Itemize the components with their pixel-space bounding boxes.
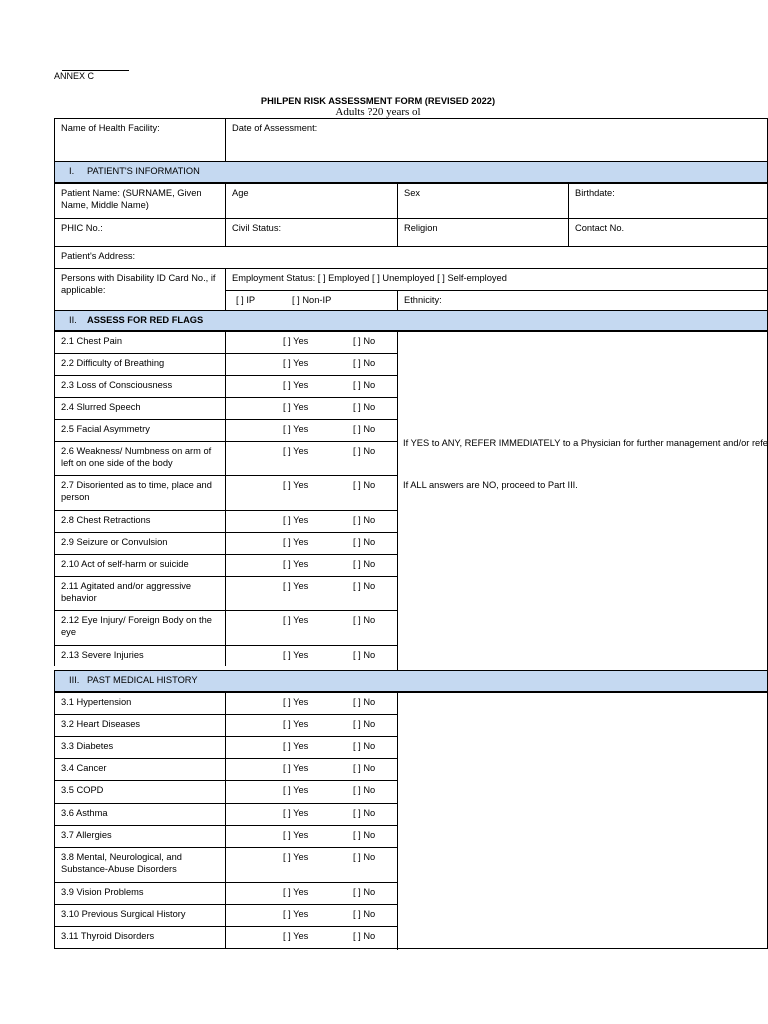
red-flag-row-label: 2.4 Slurred Speech — [54, 397, 225, 419]
history-row-answer — [225, 692, 397, 714]
red-flag-row-label: 2.11 Agitated and/or aggressive behavior — [54, 576, 225, 610]
yes-checkbox[interactable]: [ ] Yes — [283, 808, 309, 818]
no-checkbox[interactable]: [ ] No — [353, 852, 376, 862]
no-checkbox[interactable]: [ ] No — [353, 402, 376, 412]
section-title: ASSESS FOR RED FLAGS — [87, 315, 204, 325]
no-checkbox[interactable]: [ ] No — [353, 719, 376, 729]
annex-label: ANNEX C — [54, 71, 95, 81]
red-flag-row-answer — [225, 532, 397, 554]
yes-checkbox[interactable]: [ ] Yes — [283, 830, 309, 840]
red-flag-row-label: 2.1 Chest Pain — [54, 331, 225, 353]
age-field[interactable] — [225, 183, 397, 218]
no-checkbox[interactable]: [ ] No — [353, 581, 376, 591]
religion-field[interactable] — [397, 218, 568, 246]
form-title: PHILPEN RISK ASSESSMENT FORM (REVISED 2022) — [260, 96, 496, 106]
yes-checkbox[interactable]: [ ] Yes — [283, 650, 309, 660]
pwd-id-field[interactable] — [54, 268, 225, 310]
yes-checkbox[interactable]: [ ] Yes — [283, 697, 309, 707]
no-checkbox[interactable]: [ ] No — [353, 480, 376, 490]
section-number: III. — [69, 675, 80, 685]
no-checkbox[interactable]: [ ] No — [353, 615, 376, 625]
history-row-answer — [225, 803, 397, 825]
proceed-instruction: If ALL answers are NO, proceed to Part III. — [403, 480, 578, 490]
red-flag-row-label: 2.13 Severe Injuries — [54, 645, 225, 666]
ip-checkbox[interactable]: [ ] IP — [236, 295, 256, 305]
assessment-form — [54, 118, 768, 950]
facility-field[interactable] — [54, 118, 225, 161]
history-row-label: 3.9 Vision Problems — [54, 882, 225, 904]
red-flag-row-label: 2.9 Seizure or Convulsion — [54, 532, 225, 554]
red-flag-row-label: 2.2 Difficulty of Breathing — [54, 353, 225, 375]
no-checkbox[interactable]: [ ] No — [353, 763, 376, 773]
patient-name-label: Patient Name: (SURNAME, Given Name, Middle Name) — [61, 188, 202, 210]
ethnicity-label: Ethnicity: — [404, 295, 442, 305]
non-ip-checkbox[interactable]: [ ] Non-IP — [292, 295, 332, 305]
yes-checkbox[interactable]: [ ] Yes — [283, 741, 309, 751]
no-checkbox[interactable]: [ ] No — [353, 785, 376, 795]
no-checkbox[interactable]: [ ] No — [353, 741, 376, 751]
red-flag-row-answer — [225, 576, 397, 610]
yes-checkbox[interactable]: [ ] Yes — [283, 336, 309, 346]
yes-checkbox[interactable]: [ ] Yes — [283, 887, 309, 897]
history-row-label: 3.5 COPD — [54, 780, 225, 803]
yes-checkbox[interactable]: [ ] Yes — [283, 909, 309, 919]
section-title: PAST MEDICAL HISTORY — [87, 675, 198, 685]
red-flag-row-answer — [225, 419, 397, 441]
birthdate-field[interactable] — [568, 183, 768, 218]
red-flag-row-label: 2.6 Weakness/ Numbness on arm of left on one side of the body — [54, 441, 225, 475]
history-row-label: 3.2 Heart Diseases — [54, 714, 225, 736]
no-checkbox[interactable]: [ ] No — [353, 909, 376, 919]
address-field[interactable] — [54, 246, 768, 268]
section-patient-info-header — [54, 161, 768, 183]
contact-label: Contact No. — [575, 223, 625, 233]
no-checkbox[interactable]: [ ] No — [353, 515, 376, 525]
history-row-answer — [225, 904, 397, 926]
yes-checkbox[interactable]: [ ] Yes — [283, 480, 309, 490]
no-checkbox[interactable]: [ ] No — [353, 697, 376, 707]
no-checkbox[interactable]: [ ] No — [353, 380, 376, 390]
civil-status-field[interactable] — [225, 218, 397, 246]
birthdate-label: Birthdate: — [575, 188, 615, 198]
yes-checkbox[interactable]: [ ] Yes — [283, 358, 309, 368]
yes-checkbox[interactable]: [ ] Yes — [283, 559, 309, 569]
history-row-label: 3.11 Thyroid Disorders — [54, 926, 225, 948]
no-checkbox[interactable]: [ ] No — [353, 336, 376, 346]
yes-checkbox[interactable]: [ ] Yes — [283, 852, 309, 862]
red-flag-row-answer — [225, 397, 397, 419]
history-row-answer — [225, 882, 397, 904]
yes-checkbox[interactable]: [ ] Yes — [283, 380, 309, 390]
history-row-answer — [225, 825, 397, 847]
red-flag-row-answer — [225, 554, 397, 576]
employment-status-field[interactable] — [225, 268, 768, 290]
form-subtitle: Adults ?20 years ol — [335, 106, 421, 118]
yes-checkbox[interactable]: [ ] Yes — [283, 785, 309, 795]
assessment-date-field[interactable] — [225, 118, 768, 161]
history-row-answer — [225, 847, 397, 882]
history-row-label: 3.4 Cancer — [54, 758, 225, 780]
no-checkbox[interactable]: [ ] No — [353, 446, 376, 456]
red-flag-row-label: 2.12 Eye Injury/ Foreign Body on the eye — [54, 610, 225, 645]
section-medical-history-header — [54, 670, 768, 692]
no-checkbox[interactable]: [ ] No — [353, 887, 376, 897]
red-flag-row-answer — [225, 331, 397, 353]
history-row-label: 3.6 Asthma — [54, 803, 225, 825]
phic-label: PHIC No.: — [61, 223, 103, 233]
red-flag-row-label: 2.10 Act of self-harm or suicide — [54, 554, 225, 576]
history-row-label: 3.10 Previous Surgical History — [54, 904, 225, 926]
no-checkbox[interactable]: [ ] No — [353, 830, 376, 840]
section-red-flags-header — [54, 310, 768, 331]
yes-checkbox[interactable]: [ ] Yes — [283, 931, 309, 941]
no-checkbox[interactable]: [ ] No — [353, 537, 376, 547]
red-flag-row-answer — [225, 610, 397, 645]
history-row-answer — [225, 714, 397, 736]
phic-field[interactable] — [54, 218, 225, 246]
no-checkbox[interactable]: [ ] No — [353, 358, 376, 368]
contact-field[interactable] — [568, 218, 768, 246]
yes-checkbox[interactable]: [ ] Yes — [283, 537, 309, 547]
form-bottom-border — [54, 948, 768, 949]
history-row-answer — [225, 780, 397, 803]
red-flag-row-label: 2.8 Chest Retractions — [54, 510, 225, 532]
red-flag-row-answer — [225, 645, 397, 666]
red-flag-row-answer — [225, 353, 397, 375]
ip-status-field[interactable] — [225, 290, 397, 310]
age-label: Age — [232, 188, 249, 198]
history-row-answer — [225, 926, 397, 948]
civil-status-label: Civil Status: — [232, 223, 282, 233]
yes-checkbox[interactable]: [ ] Yes — [283, 446, 309, 456]
employment-status-label: Employment Status: [ ] Employed [ ] Unemployed [ ] Self-employed — [232, 273, 507, 283]
history-row-answer — [225, 736, 397, 758]
yes-checkbox[interactable]: [ ] Yes — [283, 719, 309, 729]
medical-history-notes — [397, 692, 768, 950]
ethnicity-field[interactable] — [397, 290, 768, 310]
red-flag-row-label: 2.7 Disoriented as to time, place and person — [54, 475, 225, 510]
refer-instruction: If YES to ANY, REFER IMMEDIATELY to a Physician for further management and/or refe — [403, 438, 768, 448]
red-flag-row-label: 2.5 Facial Asymmetry — [54, 419, 225, 441]
yes-checkbox[interactable]: [ ] Yes — [283, 515, 309, 525]
yes-checkbox[interactable]: [ ] Yes — [283, 402, 309, 412]
no-checkbox[interactable]: [ ] No — [353, 650, 376, 660]
yes-checkbox[interactable]: [ ] Yes — [283, 763, 309, 773]
no-checkbox[interactable]: [ ] No — [353, 559, 376, 569]
no-checkbox[interactable]: [ ] No — [353, 931, 376, 941]
red-flag-row-answer — [225, 441, 397, 475]
history-row-label: 3.8 Mental, Neurological, and Substance-Abuse Disorders — [54, 847, 225, 882]
yes-checkbox[interactable]: [ ] Yes — [283, 424, 309, 434]
no-checkbox[interactable]: [ ] No — [353, 424, 376, 434]
yes-checkbox[interactable]: [ ] Yes — [283, 581, 309, 591]
history-row-answer — [225, 758, 397, 780]
history-row-label: 3.7 Allergies — [54, 825, 225, 847]
section-number: II. — [69, 315, 77, 325]
address-label: Patient's Address: — [61, 251, 136, 261]
no-checkbox[interactable]: [ ] No — [353, 808, 376, 818]
section-title: PATIENT'S INFORMATION — [87, 166, 200, 176]
pwd-id-label: Persons with Disability ID Card No., if applicable: — [61, 273, 216, 295]
history-row-label: 3.1 Hypertension — [54, 692, 225, 714]
patient-name-field[interactable] — [54, 183, 225, 218]
sex-label: Sex — [404, 188, 421, 198]
section-number: I. — [69, 166, 75, 176]
assessment-date-label: Date of Assessment: — [232, 123, 318, 133]
red-flag-row-answer — [225, 375, 397, 397]
facility-label: Name of Health Facility: — [61, 123, 160, 133]
religion-label: Religion — [404, 223, 438, 233]
red-flag-row-answer — [225, 510, 397, 532]
red-flag-row-answer — [225, 475, 397, 510]
sex-field[interactable] — [397, 183, 568, 218]
red-flag-row-label: 2.3 Loss of Consciousness — [54, 375, 225, 397]
yes-checkbox[interactable]: [ ] Yes — [283, 615, 309, 625]
history-row-label: 3.3 Diabetes — [54, 736, 225, 758]
red-flags-instructions — [397, 331, 768, 670]
